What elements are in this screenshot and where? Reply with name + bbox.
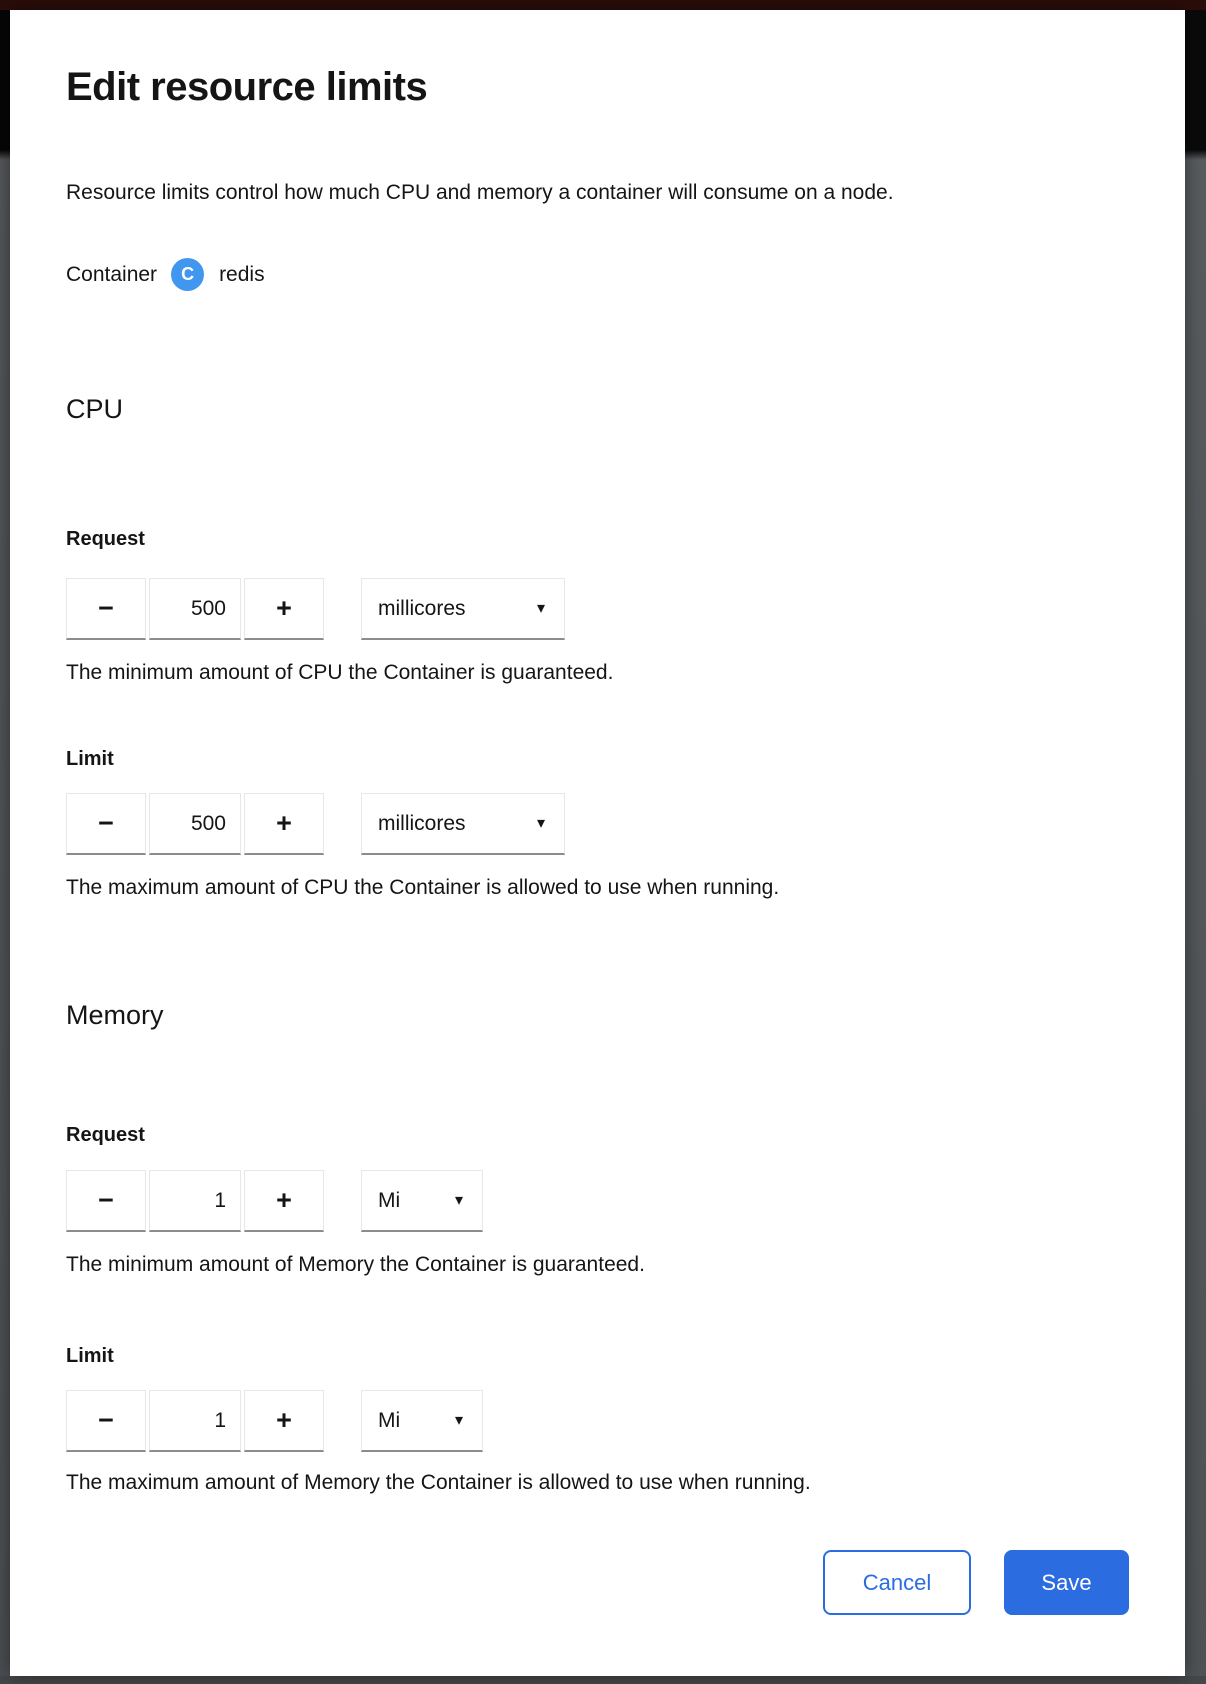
memory-request-value-input[interactable]	[150, 1171, 240, 1230]
unit-select-value: millicores	[378, 811, 466, 835]
chevron-down-icon: ▾	[536, 814, 545, 832]
cpu-request-value-input[interactable]	[150, 579, 240, 638]
memory-limit-label: Limit	[66, 1345, 114, 1367]
memory-request-number-input	[66, 1170, 324, 1232]
cpu-request-value-cell	[149, 578, 241, 640]
plus-button[interactable]: +	[244, 578, 324, 640]
backdrop-bottom-strip	[0, 1676, 1206, 1684]
container-badge-icon: C	[171, 258, 204, 291]
cpu-limit-help: The maximum amount of CPU the Container is allowed to use when running.	[66, 876, 780, 899]
backdrop-right-strip	[1185, 10, 1206, 1684]
memory-limit-help: The maximum amount of Memory the Container is allowed to use when running.	[66, 1471, 811, 1494]
cpu-request-controls	[66, 578, 1129, 640]
cpu-request-unit-select[interactable]	[361, 578, 565, 640]
modal-footer	[66, 1550, 1129, 1615]
edit-resource-limits-modal	[10, 10, 1185, 1676]
cpu-limit-label: Limit	[66, 748, 114, 770]
backdrop-left-strip	[0, 10, 10, 1684]
minus-button[interactable]: −	[66, 578, 146, 640]
memory-limit-value-cell	[149, 1390, 241, 1452]
memory-limit-number-input	[66, 1390, 324, 1452]
chevron-down-icon: ▾	[454, 1411, 463, 1429]
minus-button[interactable]: −	[66, 793, 146, 855]
minus-button[interactable]: −	[66, 1170, 146, 1232]
unit-select-value: millicores	[378, 596, 466, 620]
plus-button[interactable]: +	[244, 1390, 324, 1452]
modal-description: Resource limits control how much CPU and memory a container will consume on a node.	[66, 181, 894, 204]
plus-button[interactable]: +	[244, 1170, 324, 1232]
container-label: Container	[66, 262, 158, 286]
modal-title: Edit resource limits	[66, 65, 428, 109]
cpu-request-help: The minimum amount of CPU the Container is guaranteed.	[66, 661, 614, 684]
cpu-limit-value-input[interactable]	[150, 794, 240, 853]
unit-select-value: Mi	[378, 1408, 401, 1432]
cpu-request-number-input	[66, 578, 324, 640]
memory-limit-controls	[66, 1390, 1129, 1452]
container-row	[66, 258, 1129, 291]
save-button[interactable]: Save	[1004, 1550, 1129, 1615]
memory-request-label: Request	[66, 1124, 145, 1146]
chevron-down-icon: ▾	[536, 599, 545, 617]
memory-request-controls	[66, 1170, 1129, 1232]
cpu-limit-unit-select[interactable]	[361, 793, 565, 855]
unit-select-value: Mi	[378, 1188, 401, 1212]
chevron-down-icon: ▾	[454, 1191, 463, 1209]
container-name: redis	[219, 262, 265, 286]
section-heading-memory: Memory	[66, 1000, 164, 1030]
section-heading-cpu: CPU	[66, 394, 124, 424]
plus-button[interactable]: +	[244, 793, 324, 855]
memory-request-help: The minimum amount of Memory the Container is guaranteed.	[66, 1253, 645, 1276]
cpu-limit-controls	[66, 793, 1129, 855]
cpu-limit-number-input	[66, 793, 324, 855]
cpu-request-label: Request	[66, 528, 145, 550]
cancel-button[interactable]: Cancel	[823, 1550, 971, 1615]
memory-request-unit-select[interactable]	[361, 1170, 483, 1232]
minus-button[interactable]: −	[66, 1390, 146, 1452]
memory-request-value-cell	[149, 1170, 241, 1232]
cpu-limit-value-cell	[149, 793, 241, 855]
memory-limit-unit-select[interactable]	[361, 1390, 483, 1452]
page-masthead-strip	[0, 0, 1206, 10]
memory-limit-value-input[interactable]	[150, 1391, 240, 1450]
